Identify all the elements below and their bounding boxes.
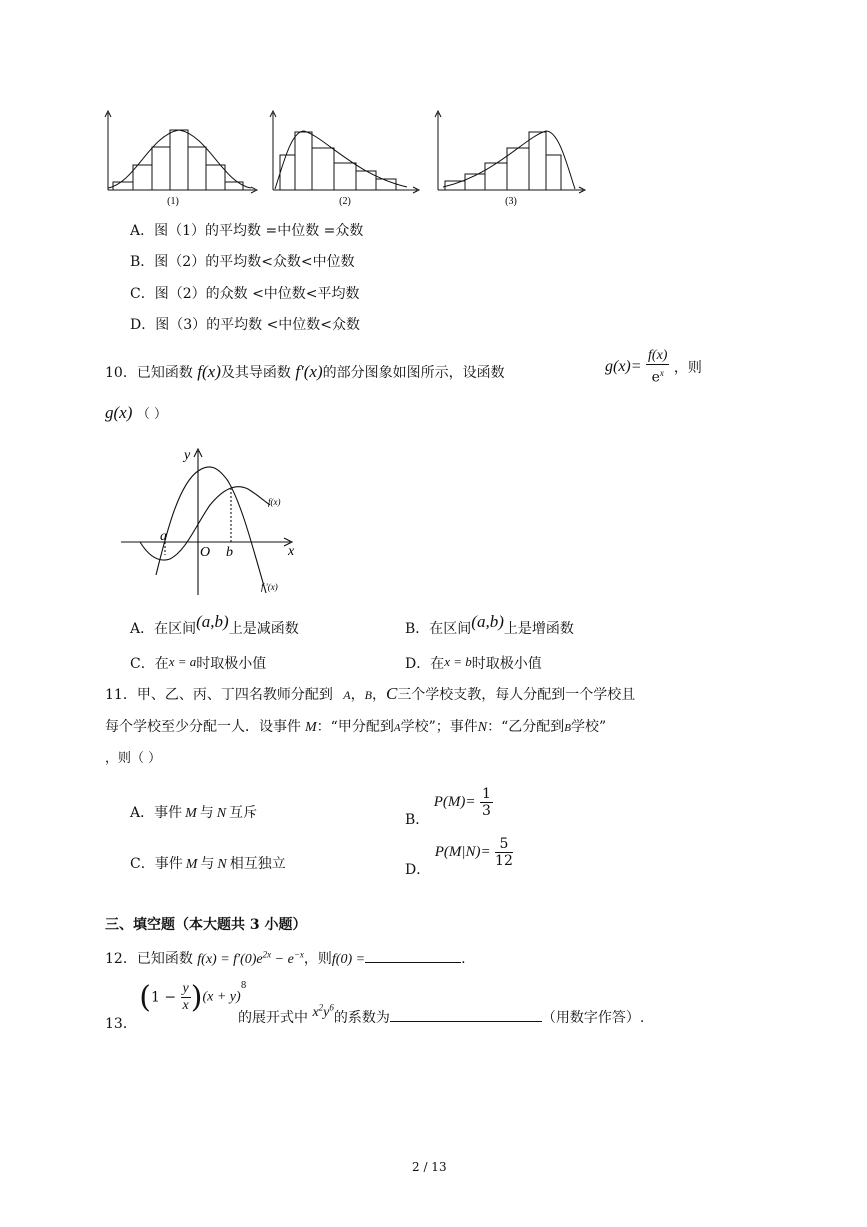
histogram-caption-3: (3)	[505, 196, 517, 207]
q11-l2-e: 学校”	[571, 719, 607, 735]
q13-answer-blank[interactable]	[390, 1007, 542, 1022]
q11-stem-line1	[105, 684, 635, 704]
q10-option-d	[405, 653, 542, 673]
q11-option-d-fraction	[495, 836, 513, 869]
q11-option-d	[405, 836, 513, 878]
q11-option-b-den: 3	[481, 803, 491, 819]
q10-graph-fx-label: f(x)	[268, 497, 281, 507]
q11-option-a-pre: A．事件	[130, 805, 183, 821]
q10-function-graph	[118, 445, 308, 605]
q11-stem-line3: ，则（ ）	[105, 751, 162, 766]
q13-tail-sup: 8	[240, 980, 247, 991]
q10-option-d-pre: D．在	[405, 656, 445, 672]
q10-option-b-pre: B．在区间	[405, 621, 472, 637]
q11-option-c-n: N	[217, 857, 227, 872]
q10-g-definition	[605, 348, 702, 386]
q12-stem	[105, 948, 466, 968]
q12-expression	[197, 949, 304, 967]
q11-school-a2: A	[393, 722, 401, 734]
q10-fx: f(x)	[197, 362, 221, 381]
q13-term-sup2: 6	[329, 1002, 334, 1013]
q10-stem-line2	[105, 403, 167, 423]
q10-line2-g: g(x)	[105, 403, 133, 422]
q11-event-n: N	[477, 720, 488, 735]
q11-option-d-pre: D．	[405, 861, 431, 878]
q11-option-a	[130, 802, 257, 822]
q12-end: .	[461, 951, 466, 967]
q11-option-a-mid: 与	[199, 805, 214, 821]
q13-frac-den: x	[182, 998, 189, 1013]
q11-option-a-m: M	[185, 806, 197, 821]
q10-graph-a-label: a	[160, 529, 167, 544]
q11-stem-line2	[105, 716, 606, 736]
q11-school-c: C	[385, 684, 398, 703]
q10-g-denominator	[646, 365, 669, 386]
q13-number: 13．	[105, 1015, 137, 1032]
q13-frac-num: y	[182, 981, 189, 996]
q10-option-a	[130, 612, 299, 638]
q12-number: 12．	[105, 951, 137, 967]
q11-l2-c: 学校”；事件	[400, 719, 478, 735]
q11-option-a-post: 互斥	[229, 805, 258, 821]
q11-option-c-pre: C．事件	[130, 856, 183, 872]
q12-sup1: 2x	[262, 949, 272, 960]
q11-option-d-num: 5	[495, 836, 513, 853]
q12-sup2: −x	[293, 949, 304, 960]
section-3-title: 三、填空题（本大题共 3 小题）	[105, 917, 307, 933]
q10-text-d: ，则	[673, 359, 702, 376]
q11-option-b-num: 1	[481, 786, 491, 802]
q12-expr: f(x) = f′(0)e	[197, 952, 263, 967]
q10-graph-y-label: y	[184, 448, 191, 463]
q13-term-x: x	[312, 1005, 319, 1020]
q10-answer-paren: （ ）	[136, 407, 167, 422]
q11-option-b	[405, 786, 493, 828]
q13-fraction	[181, 981, 191, 1014]
q13-text-b: 的系数为	[333, 1010, 390, 1026]
q10-option-b-post: 上是增函数	[503, 621, 574, 637]
q11-option-b-pre: B．	[405, 811, 430, 828]
q11-event-m: M	[305, 720, 317, 735]
q11-option-b-lhs: P(M)=	[433, 794, 476, 810]
q11-option-c-mid: 与	[200, 856, 215, 872]
q11-school-a: A	[343, 688, 351, 702]
q10-option-d-math: x = b	[444, 654, 472, 669]
q13-term-sup1: 2	[318, 1002, 324, 1013]
q11-option-c-post: 相互独立	[229, 856, 286, 872]
q9-option-a: A．图（1）的平均数 =中位数 =众数	[130, 223, 364, 239]
q10-stem-line1	[105, 362, 505, 382]
q10-option-c-pre: C．在	[130, 656, 169, 672]
q11-l2-a: 每个学校至少分配一人．设事件	[105, 719, 301, 735]
q11-option-d-den: 12	[495, 853, 513, 869]
q10-fpx: f′(x)	[295, 362, 323, 381]
q13-term	[312, 1002, 334, 1020]
q10-g-lhs: g(x)=	[605, 357, 642, 375]
q10-text-c: 的部分图象如图所示，设函数	[322, 365, 505, 381]
q11-option-c-m: M	[185, 857, 198, 872]
q10-option-b	[405, 612, 574, 638]
histogram-caption-2: (2)	[339, 196, 351, 207]
q10-text-a: 已知函数	[136, 365, 193, 381]
q11-l1-b: 三个学校支教，每人分配到一个学校且	[397, 687, 636, 703]
q13-tail: (x + y)	[202, 989, 241, 1005]
q11-option-a-n: N	[216, 806, 227, 821]
q12-answer-blank[interactable]	[365, 948, 461, 963]
q12-minus: − e	[271, 952, 294, 967]
q10-option-b-interval: (a,b)	[471, 612, 504, 631]
q9-option-d: D．图（3）的平均数 <中位数<众数	[130, 317, 361, 333]
q10-graph-x-label: x	[288, 544, 295, 559]
q12-text-b: ，则	[303, 951, 332, 967]
q10-g-fraction	[646, 348, 669, 386]
q9-option-b: B．图（2）的平均数<众数<中位数	[130, 254, 355, 270]
q10-g-numerator: f(x)	[648, 348, 668, 363]
q13-stem-rest	[238, 1002, 645, 1027]
q11-option-d-lhs: P(M|N)=	[434, 844, 491, 860]
q13-text-c: （用数字作答）.	[541, 1010, 645, 1026]
q11-l2-d: ：“乙分配到	[487, 719, 565, 735]
q10-graph-origin: O	[200, 545, 211, 560]
q11-l1-a: 甲、乙、丙、丁四名教师分配到	[136, 687, 333, 703]
q10-g-den-e: e	[651, 369, 660, 386]
q10-option-a-interval: (a,b)	[196, 612, 229, 631]
q11-option-c	[130, 853, 286, 873]
q10-option-a-post: 上是减函数	[228, 621, 299, 637]
q13-text-a: 的展开式中	[238, 1010, 308, 1026]
q10-text-b: 及其导函数	[220, 365, 291, 381]
q11-option-b-fraction	[480, 786, 493, 819]
q12-ask: f(0) =	[331, 952, 366, 967]
q11-comma1: ，	[350, 687, 365, 703]
q13-binomial: (1 − $\frac{y}{x}$ )$(x + y)^8$	[139, 980, 247, 1015]
q11-comma2: ，	[371, 687, 386, 703]
q11-school-b2: B	[564, 722, 571, 734]
histogram-caption-1: (1)	[167, 196, 179, 207]
q10-option-c	[130, 653, 266, 673]
q10-option-c-math: x = a	[168, 654, 197, 669]
q13-frac-pre: 1 −	[151, 989, 177, 1006]
q11-l2-b: ：“甲分配到	[316, 719, 394, 735]
q10-g-den-sup: x	[659, 368, 664, 378]
q10-option-a-pre: A．在区间	[130, 621, 197, 637]
q10-option-c-post: 时取极小值	[196, 656, 267, 672]
q9-option-c: C．图（2）的众数 <中位数<平均数	[130, 286, 360, 302]
q10-option-d-post: 时取极小值	[471, 656, 542, 672]
q10-graph-b-label: b	[226, 545, 233, 560]
q10-number: 10．	[105, 365, 137, 381]
q13-stem	[105, 980, 247, 1032]
page-number: 2 / 13	[412, 1160, 447, 1174]
q13-term-y: y	[323, 1005, 330, 1020]
q10-graph-fpx-label: f ′(x)	[261, 582, 278, 592]
q11-number: 11．	[105, 687, 137, 703]
q11-school-b: B	[364, 688, 372, 702]
histogram-figures	[95, 105, 595, 210]
q12-text-a: 已知函数	[136, 951, 193, 967]
